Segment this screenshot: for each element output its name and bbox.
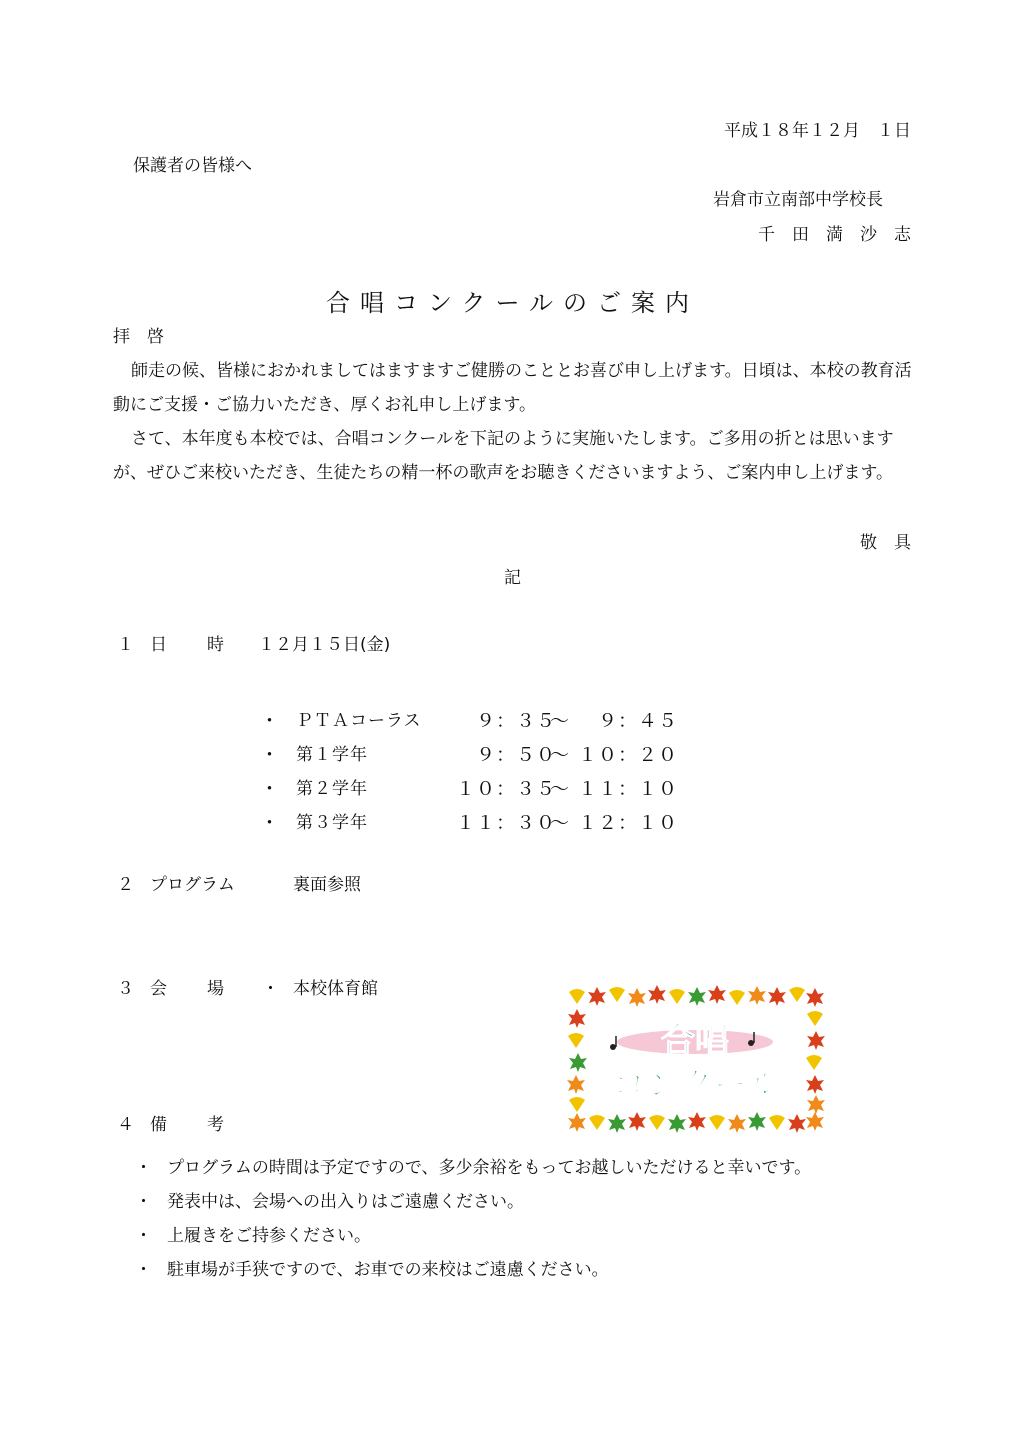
ki-heading: 記 <box>504 568 521 588</box>
section-4-number: ４ <box>117 1115 134 1135</box>
note-text: 発表中は、会場への出入りはご遠慮ください。 <box>167 1192 524 1212</box>
schedule-group: 第１学年 <box>296 745 368 765</box>
sender-name: 千 田 満 沙 志 <box>758 225 911 245</box>
schedule-end: ９：４５ <box>597 710 678 732</box>
schedule-start: ９：５０ <box>475 744 556 766</box>
salutation: 拝 啓 <box>113 327 164 347</box>
leaf-border-bottom <box>568 1112 824 1133</box>
section-1-value: １２月１５日(金) <box>258 635 391 655</box>
schedule-separator: ～ <box>550 744 571 766</box>
schedule-separator: ～ <box>550 778 571 800</box>
section-2-label: プログラム <box>150 875 235 895</box>
schedule-start: ９：３５ <box>475 710 556 732</box>
page-title: 合唱コンクールのご案内 <box>325 289 700 317</box>
section-1-number: １ <box>117 635 134 655</box>
schedule-end: １０：２０ <box>577 744 678 766</box>
leaf-border-left <box>567 1009 587 1112</box>
note-text: 駐車場が手狭ですので、お車での来校はご遠慮ください。 <box>167 1260 609 1280</box>
illustration-title-line1: 合唱 <box>661 1021 729 1061</box>
schedule-bullet: ・ <box>260 744 281 766</box>
sender-organization: 岩倉市立南部中学校長 <box>713 190 883 210</box>
section-2-value: 裏面参照 <box>293 875 361 895</box>
schedule-bullet: ・ <box>260 710 281 732</box>
choir-contest-illustration <box>565 984 827 1134</box>
illustration-title-line2: コンクール <box>611 1065 781 1105</box>
note-bullet: ・ <box>135 1158 152 1178</box>
schedule-bullet: ・ <box>260 812 281 834</box>
body-paragraph-2: さて、本年度も本校では、合唱コンクールを下記のように実施いたします。ご多用の折とは思いますが、ぜひご来校いただき、生徒たちの精一杯の歌声をお聴きくださいますよう、ご案内申し上げます。 <box>113 429 894 483</box>
section-1-label: 日 時 <box>150 635 226 655</box>
schedule-bullet: ・ <box>260 778 281 800</box>
body-paragraph-1: 師走の候、皆様におかれましてはますますご健勝のこととお喜び申し上げます。日頃は、本校の教育活動にご支援・ご協力いただき、厚くお礼申し上げます。 <box>113 361 912 415</box>
schedule-group: ＰＴＡコーラス <box>296 711 422 731</box>
note-bullet: ・ <box>135 1192 152 1212</box>
note-bullet: ・ <box>135 1226 152 1246</box>
schedule-start: １０：３５ <box>455 778 556 800</box>
schedule-separator: ～ <box>550 812 571 834</box>
section-3-value: 本校体育館 <box>293 979 378 999</box>
section-2-number: ２ <box>117 875 134 895</box>
note-text: 上履きをご持参ください。 <box>167 1226 371 1246</box>
schedule-group: 第２学年 <box>296 779 368 799</box>
note-bullet: ・ <box>135 1260 152 1280</box>
recipient: 保護者の皆様へ <box>133 156 252 176</box>
schedule-end: １１：１０ <box>577 778 678 800</box>
leaf-border-top <box>569 985 824 1007</box>
section-3-label: 会 場 <box>150 979 226 999</box>
schedule-group: 第３学年 <box>296 813 368 833</box>
schedule-separator: ～ <box>550 710 571 732</box>
section-3-bullet: ・ <box>262 979 279 999</box>
schedule-start: １１：３０ <box>455 812 556 834</box>
section-3-number: ３ <box>117 979 134 999</box>
leaf-border-right <box>806 1011 825 1114</box>
closing: 敬 具 <box>860 533 911 553</box>
note-text: プログラムの時間は予定ですので、多少余裕をもってお越しいただけると幸いです。 <box>167 1158 812 1178</box>
autumn-leaves-frame-icon <box>565 984 827 1134</box>
document-date: 平成１８年１２月 １日 <box>724 121 911 141</box>
schedule-end: １２：１０ <box>577 812 678 834</box>
section-4-label: 備 考 <box>150 1115 226 1135</box>
